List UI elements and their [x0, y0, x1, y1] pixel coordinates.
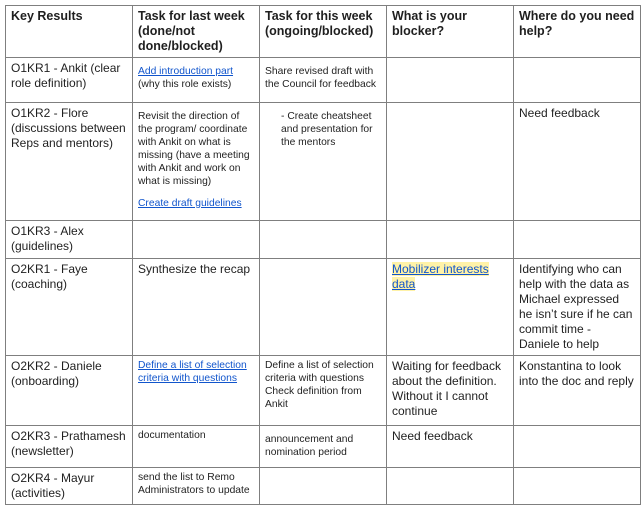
this-week-text: announcement and nomination period	[265, 434, 354, 458]
key-result-cell: O2KR4 - Mayur (activities)	[6, 468, 133, 505]
table-row	[6, 58, 641, 103]
blocker-cell	[387, 58, 514, 103]
key-results-table	[5, 5, 641, 505]
header-task-last-week: Task for last week (done/not done/blocked)	[133, 6, 260, 58]
header-row	[6, 6, 641, 58]
last-week-text: (why this role exists)	[138, 79, 232, 90]
last-week-cell	[133, 58, 260, 103]
help-cell	[514, 426, 641, 468]
last-week-cell	[133, 221, 260, 259]
this-week-cell	[260, 468, 387, 505]
key-result-cell: O1KR1 - Ankit (clear role definition)	[6, 58, 133, 103]
last-week-cell: Synthesize the recap	[133, 259, 260, 356]
last-week-cell: send the list to Remo Administrators to update	[133, 468, 260, 505]
blocker-cell: Waiting for feedback about the definition. Without it I cannot continue	[387, 356, 514, 426]
this-week-text: Create cheatsheet and presentation for the mentors	[281, 111, 373, 148]
key-result-cell: O1KR2 - Flore (discussions between Reps and mentors)	[6, 103, 133, 221]
this-week-cell: Define a list of selection criteria with questions Check definition from Ankit	[260, 356, 387, 426]
last-week-cell	[133, 103, 260, 221]
dash-bullet: -	[281, 111, 285, 122]
mobilizer-interests-data-link[interactable]: Mobilizer interests data	[392, 262, 489, 291]
blocker-cell	[387, 103, 514, 221]
table-row	[6, 468, 641, 505]
blocker-cell	[387, 468, 514, 505]
table-row	[6, 356, 641, 426]
help-cell	[514, 58, 641, 103]
table-row	[6, 426, 641, 468]
help-cell	[514, 221, 641, 259]
blocker-cell: Need feedback	[387, 426, 514, 468]
this-week-cell	[260, 221, 387, 259]
key-result-cell: O2KR3 - Prathamesh (newsletter)	[6, 426, 133, 468]
this-week-cell	[260, 103, 387, 221]
last-week-cell	[133, 356, 260, 426]
table-row	[6, 103, 641, 221]
table-row	[6, 259, 641, 356]
last-week-cell: documentation	[133, 426, 260, 468]
key-result-cell: O2KR1 - Faye (coaching)	[6, 259, 133, 356]
this-week-bullet-item	[265, 110, 381, 149]
help-cell: Need feedback	[514, 103, 641, 221]
blocker-cell	[387, 221, 514, 259]
create-draft-guidelines-link[interactable]: Create draft guidelines	[138, 198, 242, 209]
this-week-cell	[260, 259, 387, 356]
header-help: Where do you need help?	[514, 6, 641, 58]
help-cell	[514, 468, 641, 505]
this-week-cell	[260, 426, 387, 468]
help-cell: Konstantina to look into the doc and reply	[514, 356, 641, 426]
header-task-this-week: Task for this week (ongoing/blocked)	[260, 6, 387, 58]
header-blocker: What is your blocker?	[387, 6, 514, 58]
this-week-cell	[260, 58, 387, 103]
table-row	[6, 221, 641, 259]
blocker-cell	[387, 259, 514, 356]
define-selection-criteria-link[interactable]: Define a list of selection criteria with questions	[138, 360, 247, 384]
add-introduction-link[interactable]: Add introduction part	[138, 66, 234, 77]
header-key-results: Key Results	[6, 6, 133, 58]
this-week-text: Share revised draft with the Council for feedback	[265, 66, 377, 90]
key-result-cell: O2KR2 - Daniele (onboarding)	[6, 356, 133, 426]
help-cell: Identifying who can help with the data as Michael expressed he isn’t sure if he can commit time - Daniele to help	[514, 259, 641, 356]
key-result-cell: O1KR3 - Alex (guidelines)	[6, 221, 133, 259]
last-week-text: Revisit the direction of the program/ coordinate with Ankit on what is missing (have a meeting with Ankit and work on what is missing)	[138, 111, 250, 187]
